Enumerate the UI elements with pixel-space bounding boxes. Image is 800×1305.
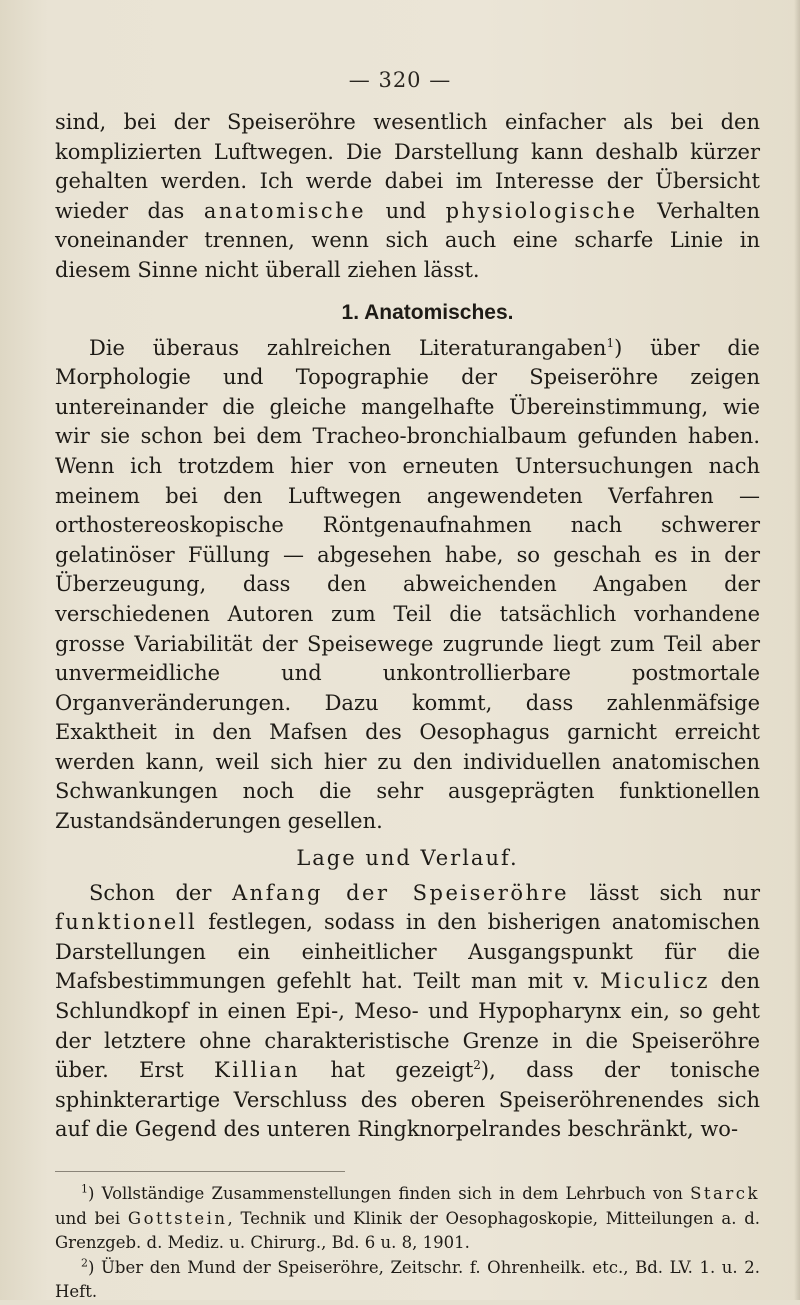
footnote-1 [55, 1182, 760, 1256]
intro-text-mid: und [366, 198, 446, 223]
footnote-1-text-b: und bei [55, 1208, 128, 1228]
footnote-1-text-c: , Technik und Klinik der Oesophagoskopie, Mitteilungen a. d. Grenzgeb. d. Mediz. u. Chirurg., Bd. 6 u. 8, 1901. [55, 1208, 760, 1252]
para2-t4: den Schlundkopf in einen Epi-, Meso- und Hypopharynx ein, so geht der letztere ohne charakteristische Grenze in die Speiseröhre über. Erst [55, 969, 760, 1083]
para2-spaced-funktionell: funktionell [55, 910, 198, 935]
footnote-ref-1: 1 [606, 335, 615, 350]
para1-text-1: Die überaus zahlreichen Literaturangaben [89, 335, 607, 360]
footnotes [55, 1182, 760, 1305]
para2-spaced-anfang: Anfang der Speiseröhre [232, 880, 569, 905]
footnote-1-mark: 1 [81, 1182, 88, 1196]
section-heading: 1. Anatomisches. [341, 300, 514, 324]
intro-text: sind, bei der Speiseröhre wesentlich einfacher als bei den komplizierten Luftwegen. Die Darstellung kann deshalb kürzer gehalten werden. Ich werde dabei im Interesse der Übersicht wieder das [55, 110, 760, 223]
footnote-1-spaced-starck: Starck [690, 1184, 760, 1203]
footnote-2-text: ) Über den Mund der Speiseröhre, Zeitschr. f. Ohrenheilk. etc., Bd. LV. 1. u. 2. Heft. [55, 1257, 760, 1301]
para2-t1: Schon der [89, 880, 233, 905]
page-number: — 320 — [348, 68, 452, 92]
footnote-1-text-a: ) Vollständige Zusammenstellungen finden sich in dem Lehrbuch von [88, 1184, 691, 1203]
body-text [55, 108, 760, 1145]
para2-t2: lässt sich nur [569, 880, 760, 905]
para2-t5: hat gezeigt [300, 1058, 474, 1083]
intro-text-end: Verhalten voneinander trennen, wenn sich auch eine scharfe Linie in diesem Sinne nicht überall ziehen lässt. [55, 198, 760, 282]
intro-spaced-physiologische: physiologische [445, 198, 638, 223]
footnote-1-spaced-gottstein: Gottstein [127, 1208, 228, 1228]
page-edge-shadow [794, 0, 800, 1300]
para1-text-2: ) über die Morphologie und Topographie der Speiseröhre zeigen untereinander die gleiche mangelhafte Übereinstimmung, wie wir sie schon bei dem Tracheo-bronchialbaum gefunden haben. Wenn ich trotzdem hier von erneuten Untersuchungen nach meinem bei den Luftwegen angewendeten Verfahren — orthostereoskopische Röntgenaufnahmen nach schwerer gelatinöser Füllung — abgesehen habe, so geschah es in der Überzeugung, dass den abweichenden Angaben der verschiedenen Autoren zum Teil die tatsächlich vorhandene grosse Variabilität der Speisewege zugrunde liegt zum Teil aber unvermeidliche und unkontrollierbare postmortale Organveränderungen. Dazu kommt, dass zahlenmäfsige Exaktheit in den Mafsen des Oesophagus garnicht erreicht werden kann, weil sich hier zu den individuellen anatomischen Schwankungen noch die sehr ausgeprägten funktionellen Zustandsänderungen gesellen. [55, 335, 760, 834]
paragraph-anfang [55, 879, 760, 1145]
footnote-divider [55, 1171, 345, 1172]
intro-spaced-anatomische: anatomische [203, 198, 367, 223]
sub-heading-lage: Lage und Verlauf. [296, 845, 519, 870]
footnote-2 [55, 1256, 760, 1305]
para2-spaced-miculicz: Miculicz [600, 969, 710, 994]
para2-t6: ), dass der tonische sphinkterartige Verschluss des oberen Speiseröhrenendes sich auf die Gegend des unteren Ringknorpelrandes beschränkt, wo- [55, 1058, 760, 1142]
footnote-ref-2: 2 [473, 1058, 481, 1073]
para2-spaced-killian: Killian [214, 1058, 301, 1083]
intro-paragraph [55, 108, 760, 286]
paragraph-literature [55, 334, 760, 837]
footnote-2-mark: 2 [81, 1256, 88, 1269]
para2-t3: festlegen, sodass in den bisherigen anatomischen Darstellungen ein einheitlicher Ausgangspunkt für die Mafsbestimmungen gefehlt hat. Teilt man mit v. [55, 910, 760, 994]
